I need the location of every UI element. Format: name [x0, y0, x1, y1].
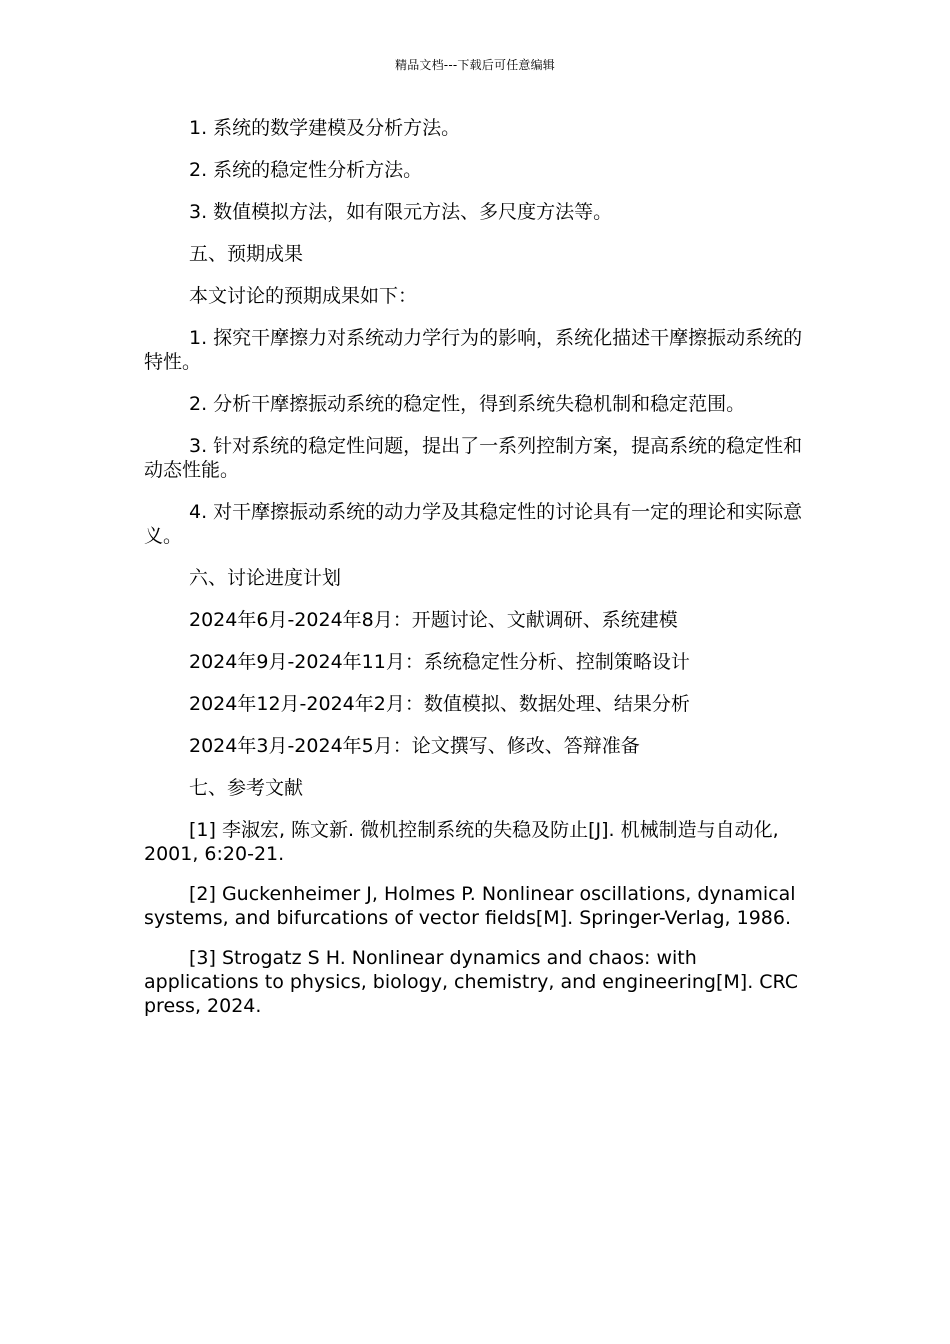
page-header-watermark: 精品文档---下载后可任意编辑	[395, 58, 555, 72]
section-heading-expected-results: 五、预期成果	[189, 243, 304, 265]
reference-item-1: [1] 李淑宏, 陈文新. 微机控制系统的失稳及防止[J]. 机械制造与自动化, 2001, 6:20-21.	[144, 819, 779, 865]
document-body	[144, 116, 808, 1034]
reference-item-2: [2] Guckenheimer J, Holmes P. Nonlinear oscillations, dynamical systems, and bifurcations of vector fields[M]. Springer-Verlag, 1986.	[144, 883, 796, 929]
expected-results-intro: 本文讨论的预期成果如下：	[189, 285, 418, 307]
section-heading-schedule: 六、讨论进度计划	[189, 567, 342, 589]
section-heading-references: 七、参考文献	[189, 777, 304, 799]
method-item-2: 2. 系统的稳定性分析方法。	[189, 159, 423, 181]
schedule-item-4: 2024年3月-2024年5月：论文撰写、修改、答辩准备	[189, 735, 640, 757]
method-item-1: 1. 系统的数学建模及分析方法。	[189, 117, 461, 139]
expected-result-item-4: 4. 对干摩擦振动系统的动力学及其稳定性的讨论具有一定的理论和实际意义。	[144, 501, 803, 547]
expected-result-item-3: 3. 针对系统的稳定性问题，提出了一系列控制方案，提高系统的稳定性和动态性能。	[144, 435, 803, 481]
method-item-3: 3. 数值模拟方法，如有限元方法、多尺度方法等。	[189, 201, 613, 223]
expected-result-item-2: 2. 分析干摩擦振动系统的稳定性，得到系统失稳机制和稳定范围。	[189, 393, 746, 415]
schedule-item-1: 2024年6月-2024年8月：开题讨论、文献调研、系统建模	[189, 609, 678, 631]
expected-result-item-1: 1. 探究干摩擦力对系统动力学行为的影响，系统化描述干摩擦振动系统的特性。	[144, 327, 803, 373]
schedule-item-3: 2024年12月-2024年2月：数值模拟、数据处理、结果分析	[189, 693, 690, 715]
reference-item-3: [3] Strogatz S H. Nonlinear dynamics and chaos: with applications to physics, biology, chemistry, and engineering[M]. CRC press, 2024.	[144, 947, 799, 1017]
schedule-item-2: 2024年9月-2024年11月：系统稳定性分析、控制策略设计	[189, 651, 690, 673]
